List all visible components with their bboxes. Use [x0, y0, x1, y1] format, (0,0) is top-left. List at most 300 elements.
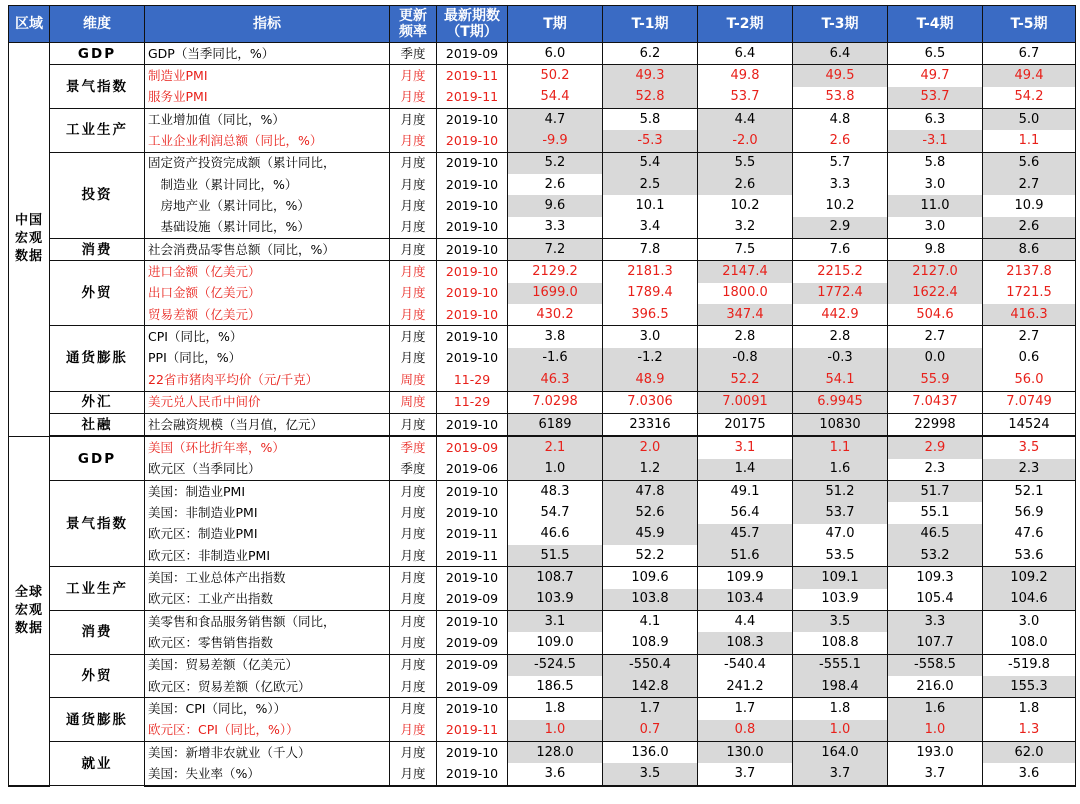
table-row	[9, 502, 1076, 523]
indicator-cell: PPI（同比，%）	[145, 348, 390, 369]
value-cell: 47.8	[603, 480, 698, 502]
value-cell: 1.0	[508, 720, 603, 742]
value-cell: 1.8	[508, 698, 603, 720]
value-cell: 1.0	[793, 720, 888, 742]
value-cell: 10.9	[983, 195, 1076, 216]
value-cell: 2.8	[793, 326, 888, 348]
value-cell: 2.6	[793, 130, 888, 152]
value-cell: 4.1	[603, 610, 698, 632]
value-cell: 1789.4	[603, 283, 698, 304]
table-row	[9, 261, 1076, 283]
value-cell: 1.1	[793, 436, 888, 458]
latest-period-cell: 2019-11	[437, 720, 508, 742]
indicator-cell: 工业增加值（同比，%）	[145, 109, 390, 131]
indicator-cell: 基础设施（累计同比，%）	[145, 217, 390, 239]
value-cell: 0.7	[603, 720, 698, 742]
indicator-cell: 美元兑人民币中间价	[145, 391, 390, 413]
table-row	[9, 610, 1076, 632]
table-row	[9, 195, 1076, 216]
indicator-cell: 出口金额（亿美元）	[145, 283, 390, 304]
frequency-cell: 月度	[390, 87, 437, 109]
frequency-cell: 月度	[390, 654, 437, 676]
latest-period-cell: 2019-10	[437, 195, 508, 216]
value-cell: 51.5	[508, 545, 603, 567]
value-cell: 45.9	[603, 524, 698, 545]
value-cell: 23316	[603, 413, 698, 436]
value-cell: 193.0	[888, 742, 983, 764]
latest-period-cell: 2019-10	[437, 174, 508, 195]
value-cell: -1.2	[603, 348, 698, 369]
indicator-cell: CPI（同比，%）	[145, 326, 390, 348]
value-cell: 4.4	[698, 610, 793, 632]
latest-period-cell: 2019-09	[437, 436, 508, 458]
header-period: T-4期	[888, 6, 983, 43]
latest-period-cell: 2019-10	[437, 610, 508, 632]
indicator-cell: 欧元区：非制造业PMI	[145, 545, 390, 567]
indicator-cell: 美国：制造业PMI	[145, 480, 390, 502]
indicator-cell: 社会消费品零售总额（同比，%）	[145, 239, 390, 261]
value-cell: 10.1	[603, 195, 698, 216]
latest-period-cell: 2019-06	[437, 459, 508, 481]
value-cell: 22998	[888, 413, 983, 436]
indicator-cell: 社会融资规模（当月值，亿元）	[145, 413, 390, 436]
value-cell: 2181.3	[603, 261, 698, 283]
value-cell: 241.2	[698, 676, 793, 698]
value-cell: 1.6	[793, 459, 888, 481]
dimension-cell: 社融	[50, 413, 145, 436]
value-cell: -0.3	[793, 348, 888, 369]
value-cell: 416.3	[983, 304, 1076, 326]
value-cell: 108.9	[603, 632, 698, 654]
value-cell: 1.2	[603, 459, 698, 481]
value-cell: 4.8	[793, 109, 888, 131]
value-cell: 5.7	[793, 152, 888, 174]
value-cell: -5.3	[603, 130, 698, 152]
dimension-cell: GDP	[50, 436, 145, 480]
table-row	[9, 109, 1076, 131]
value-cell: 52.2	[698, 369, 793, 391]
value-cell: 5.5	[698, 152, 793, 174]
value-cell: 3.1	[698, 436, 793, 458]
value-cell: 55.9	[888, 369, 983, 391]
table-row	[9, 480, 1076, 502]
value-cell: 50.2	[508, 65, 603, 87]
value-cell: 2147.4	[698, 261, 793, 283]
value-cell: 103.9	[793, 589, 888, 611]
indicator-cell: 工业企业利润总额（同比，%）	[145, 130, 390, 152]
value-cell: 51.2	[793, 480, 888, 502]
latest-period-cell: 11-29	[437, 369, 508, 391]
value-cell: 53.6	[983, 545, 1076, 567]
value-cell: 49.8	[698, 65, 793, 87]
value-cell: 11.0	[888, 195, 983, 216]
indicator-cell: 欧元区（当季同比）	[145, 459, 390, 481]
value-cell: 47.0	[793, 524, 888, 545]
frequency-cell: 月度	[390, 589, 437, 611]
dimension-cell: 工业生产	[50, 109, 145, 153]
latest-period-cell: 2019-10	[437, 567, 508, 589]
table-row	[9, 239, 1076, 261]
frequency-cell: 季度	[390, 43, 437, 65]
value-cell: 54.1	[793, 369, 888, 391]
value-cell: 3.0	[888, 217, 983, 239]
value-cell: 1.7	[698, 698, 793, 720]
value-cell: 7.6	[793, 239, 888, 261]
value-cell: 109.1	[793, 567, 888, 589]
value-cell: 347.4	[698, 304, 793, 326]
latest-period-cell: 2019-09	[437, 654, 508, 676]
value-cell: 51.7	[888, 480, 983, 502]
value-cell: 8.6	[983, 239, 1076, 261]
table-row	[9, 43, 1076, 65]
value-cell: 164.0	[793, 742, 888, 764]
value-cell: 5.4	[603, 152, 698, 174]
frequency-cell: 月度	[390, 109, 437, 131]
value-cell: 104.6	[983, 589, 1076, 611]
value-cell: 3.6	[508, 763, 603, 785]
macro-data-table	[8, 5, 1076, 787]
latest-period-cell: 2019-10	[437, 502, 508, 523]
value-cell: 3.2	[698, 217, 793, 239]
value-cell: 55.1	[888, 502, 983, 523]
indicator-cell: 服务业PMI	[145, 87, 390, 109]
value-cell: -0.8	[698, 348, 793, 369]
table-row	[9, 763, 1076, 785]
frequency-cell: 月度	[390, 304, 437, 326]
frequency-cell: 月度	[390, 65, 437, 87]
value-cell: 49.5	[793, 65, 888, 87]
value-cell: 5.8	[888, 152, 983, 174]
value-cell: 103.8	[603, 589, 698, 611]
indicator-cell: 欧元区：工业产出指数	[145, 589, 390, 611]
indicator-cell: 美国：工业总体产出指数	[145, 567, 390, 589]
value-cell: 53.7	[698, 87, 793, 109]
header-row	[9, 6, 1076, 43]
latest-period-cell: 2019-10	[437, 348, 508, 369]
latest-period-cell: 2019-11	[437, 65, 508, 87]
frequency-cell: 月度	[390, 283, 437, 304]
latest-period-cell: 2019-10	[437, 217, 508, 239]
value-cell: 103.4	[698, 589, 793, 611]
value-cell: 6.9945	[793, 391, 888, 413]
table-row	[9, 413, 1076, 436]
value-cell: 3.0	[603, 326, 698, 348]
header-period: T-2期	[698, 6, 793, 43]
value-cell: 53.8	[793, 87, 888, 109]
value-cell: 6.4	[793, 43, 888, 65]
value-cell: 6.7	[983, 43, 1076, 65]
value-cell: 53.2	[888, 545, 983, 567]
table-row	[9, 87, 1076, 109]
dimension-cell: 通货膨胀	[50, 698, 145, 742]
value-cell: 6.3	[888, 109, 983, 131]
frequency-cell: 月度	[390, 261, 437, 283]
header-period: T期	[508, 6, 603, 43]
dimension-cell: 景气指数	[50, 65, 145, 109]
latest-period-cell: 2019-10	[437, 480, 508, 502]
latest-period-cell: 2019-10	[437, 304, 508, 326]
value-cell: 136.0	[603, 742, 698, 764]
value-cell: 108.7	[508, 567, 603, 589]
region-cell: 全球宏观数据	[9, 436, 50, 786]
value-cell: 2.0	[603, 436, 698, 458]
value-cell: 109.0	[508, 632, 603, 654]
value-cell: 155.3	[983, 676, 1076, 698]
frequency-cell: 月度	[390, 632, 437, 654]
value-cell: 3.3	[793, 174, 888, 195]
value-cell: 1800.0	[698, 283, 793, 304]
value-cell: 2.9	[793, 217, 888, 239]
latest-period-cell: 2019-11	[437, 524, 508, 545]
table-row	[9, 589, 1076, 611]
table-row	[9, 174, 1076, 195]
value-cell: 10830	[793, 413, 888, 436]
header-frequency: 更新 频率	[390, 6, 437, 43]
value-cell: 2.6	[698, 174, 793, 195]
frequency-cell: 月度	[390, 348, 437, 369]
frequency-cell: 月度	[390, 195, 437, 216]
frequency-cell: 月度	[390, 239, 437, 261]
value-cell: 5.2	[508, 152, 603, 174]
value-cell: 109.3	[888, 567, 983, 589]
table-row	[9, 698, 1076, 720]
frequency-cell: 月度	[390, 502, 437, 523]
value-cell: 53.5	[793, 545, 888, 567]
value-cell: 2129.2	[508, 261, 603, 283]
indicator-cell: 22省市猪肉平均价（元/千克）	[145, 369, 390, 391]
value-cell: 62.0	[983, 742, 1076, 764]
header-period: T-5期	[983, 6, 1076, 43]
value-cell: 107.7	[888, 632, 983, 654]
frequency-cell: 月度	[390, 742, 437, 764]
dimension-cell: 工业生产	[50, 567, 145, 611]
value-cell: 52.8	[603, 87, 698, 109]
frequency-cell: 季度	[390, 436, 437, 458]
value-cell: 105.4	[888, 589, 983, 611]
value-cell: 1.8	[793, 698, 888, 720]
value-cell: -524.5	[508, 654, 603, 676]
indicator-cell: 美国：贸易差额（亿美元）	[145, 654, 390, 676]
value-cell: 103.9	[508, 589, 603, 611]
value-cell: 47.6	[983, 524, 1076, 545]
value-cell: 7.2	[508, 239, 603, 261]
value-cell: 3.7	[888, 763, 983, 785]
value-cell: 198.4	[793, 676, 888, 698]
latest-period-cell: 2019-10	[437, 763, 508, 785]
frequency-cell: 月度	[390, 217, 437, 239]
value-cell: 108.0	[983, 632, 1076, 654]
dimension-cell: GDP	[50, 43, 145, 65]
latest-period-cell: 2019-10	[437, 742, 508, 764]
value-cell: 3.0	[983, 610, 1076, 632]
value-cell: 2.5	[603, 174, 698, 195]
value-cell: 7.0749	[983, 391, 1076, 413]
value-cell: 51.6	[698, 545, 793, 567]
value-cell: 56.4	[698, 502, 793, 523]
indicator-cell: 贸易差额（亿美元）	[145, 304, 390, 326]
frequency-cell: 月度	[390, 326, 437, 348]
header-period: T-1期	[603, 6, 698, 43]
indicator-cell: GDP（当季同比，%）	[145, 43, 390, 65]
value-cell: 2215.2	[793, 261, 888, 283]
frequency-cell: 季度	[390, 459, 437, 481]
indicator-cell: 美国：新增非农就业（千人）	[145, 742, 390, 764]
value-cell: 54.4	[508, 87, 603, 109]
value-cell: 1721.5	[983, 283, 1076, 304]
indicator-cell: 美国：CPI（同比，%））	[145, 698, 390, 720]
indicator-cell: 欧元区：制造业PMI	[145, 524, 390, 545]
value-cell: 48.9	[603, 369, 698, 391]
frequency-cell: 月度	[390, 676, 437, 698]
value-cell: 49.1	[698, 480, 793, 502]
table-row	[9, 742, 1076, 764]
value-cell: 1.1	[983, 130, 1076, 152]
value-cell: 46.5	[888, 524, 983, 545]
frequency-cell: 月度	[390, 720, 437, 742]
table-row	[9, 391, 1076, 413]
indicator-cell: 美国：非制造业PMI	[145, 502, 390, 523]
value-cell: 1.3	[983, 720, 1076, 742]
indicator-cell: 制造业PMI	[145, 65, 390, 87]
value-cell: 3.5	[983, 436, 1076, 458]
value-cell: -550.4	[603, 654, 698, 676]
value-cell: 1.6	[888, 698, 983, 720]
value-cell: 0.0	[888, 348, 983, 369]
value-cell: 10.2	[698, 195, 793, 216]
table-row	[9, 459, 1076, 481]
table-row	[9, 152, 1076, 174]
value-cell: 1772.4	[793, 283, 888, 304]
value-cell: 3.6	[983, 763, 1076, 785]
value-cell: 1.4	[698, 459, 793, 481]
frequency-cell: 月度	[390, 174, 437, 195]
indicator-cell: 美零售和食品服务销售额（同比，	[145, 610, 390, 632]
value-cell: 6.5	[888, 43, 983, 65]
frequency-cell: 月度	[390, 480, 437, 502]
value-cell: 2.7	[983, 326, 1076, 348]
header-region: 区域	[9, 6, 50, 43]
value-cell: 20175	[698, 413, 793, 436]
value-cell: 1.7	[603, 698, 698, 720]
header-dimension: 维度	[50, 6, 145, 43]
latest-period-cell: 2019-10	[437, 698, 508, 720]
value-cell: 7.8	[603, 239, 698, 261]
dimension-cell: 景气指数	[50, 480, 145, 566]
indicator-cell: 欧元区：零售销售指数	[145, 632, 390, 654]
table-row	[9, 720, 1076, 742]
value-cell: 1622.4	[888, 283, 983, 304]
latest-period-cell: 2019-10	[437, 261, 508, 283]
latest-period-cell: 2019-11	[437, 545, 508, 567]
region-cell: 中国宏观数据	[9, 43, 50, 437]
frequency-cell: 月度	[390, 413, 437, 436]
table-row	[9, 654, 1076, 676]
value-cell: -9.9	[508, 130, 603, 152]
table-row	[9, 676, 1076, 698]
value-cell: 7.0298	[508, 391, 603, 413]
latest-period-cell: 2019-10	[437, 326, 508, 348]
table-body	[9, 43, 1076, 786]
value-cell: 3.0	[888, 174, 983, 195]
value-cell: 5.8	[603, 109, 698, 131]
latest-period-cell: 2019-09	[437, 632, 508, 654]
table-row	[9, 524, 1076, 545]
value-cell: 3.3	[508, 217, 603, 239]
header-period: T-3期	[793, 6, 888, 43]
latest-period-cell: 2019-09	[437, 589, 508, 611]
value-cell: 56.0	[983, 369, 1076, 391]
value-cell: 3.1	[508, 610, 603, 632]
value-cell: 46.3	[508, 369, 603, 391]
value-cell: 3.7	[793, 763, 888, 785]
value-cell: 4.7	[508, 109, 603, 131]
value-cell: 2.3	[983, 459, 1076, 481]
value-cell: 52.2	[603, 545, 698, 567]
latest-period-cell: 2019-10	[437, 239, 508, 261]
value-cell: 9.6	[508, 195, 603, 216]
table-row	[9, 326, 1076, 348]
dimension-cell: 外贸	[50, 261, 145, 326]
latest-period-cell: 2019-10	[437, 152, 508, 174]
value-cell: 3.5	[603, 763, 698, 785]
value-cell: 109.9	[698, 567, 793, 589]
value-cell: 2.6	[508, 174, 603, 195]
latest-period-cell: 2019-09	[437, 43, 508, 65]
indicator-cell: 固定资产投资完成额（累计同比，	[145, 152, 390, 174]
dimension-cell: 投资	[50, 152, 145, 238]
indicator-cell: 房地产业（累计同比，%）	[145, 195, 390, 216]
value-cell: 6.4	[698, 43, 793, 65]
value-cell: -2.0	[698, 130, 793, 152]
dimension-cell: 消费	[50, 610, 145, 654]
dimension-cell: 就业	[50, 742, 145, 786]
frequency-cell: 月度	[390, 763, 437, 785]
value-cell: -555.1	[793, 654, 888, 676]
value-cell: 3.8	[508, 326, 603, 348]
dimension-cell: 外贸	[50, 654, 145, 698]
value-cell: 2.7	[888, 326, 983, 348]
value-cell: 3.7	[698, 763, 793, 785]
value-cell: 7.5	[698, 239, 793, 261]
table-row	[9, 283, 1076, 304]
latest-period-cell: 2019-10	[437, 413, 508, 436]
value-cell: 49.7	[888, 65, 983, 87]
value-cell: 7.0306	[603, 391, 698, 413]
latest-period-cell: 2019-10	[437, 109, 508, 131]
value-cell: 3.4	[603, 217, 698, 239]
value-cell: 2.1	[508, 436, 603, 458]
value-cell: 10.2	[793, 195, 888, 216]
value-cell: 53.7	[888, 87, 983, 109]
latest-period-cell: 2019-09	[437, 676, 508, 698]
value-cell: 430.2	[508, 304, 603, 326]
frequency-cell: 周度	[390, 369, 437, 391]
frequency-cell: 周度	[390, 391, 437, 413]
value-cell: 3.5	[793, 610, 888, 632]
value-cell: 128.0	[508, 742, 603, 764]
table-row	[9, 369, 1076, 391]
value-cell: 49.3	[603, 65, 698, 87]
indicator-cell: 制造业（累计同比，%）	[145, 174, 390, 195]
value-cell: 5.0	[983, 109, 1076, 131]
dimension-cell: 外汇	[50, 391, 145, 413]
value-cell: 1699.0	[508, 283, 603, 304]
frequency-cell: 月度	[390, 130, 437, 152]
value-cell: 7.0091	[698, 391, 793, 413]
value-cell: 442.9	[793, 304, 888, 326]
indicator-cell: 欧元区：贸易差额（亿欧元）	[145, 676, 390, 698]
value-cell: -519.8	[983, 654, 1076, 676]
